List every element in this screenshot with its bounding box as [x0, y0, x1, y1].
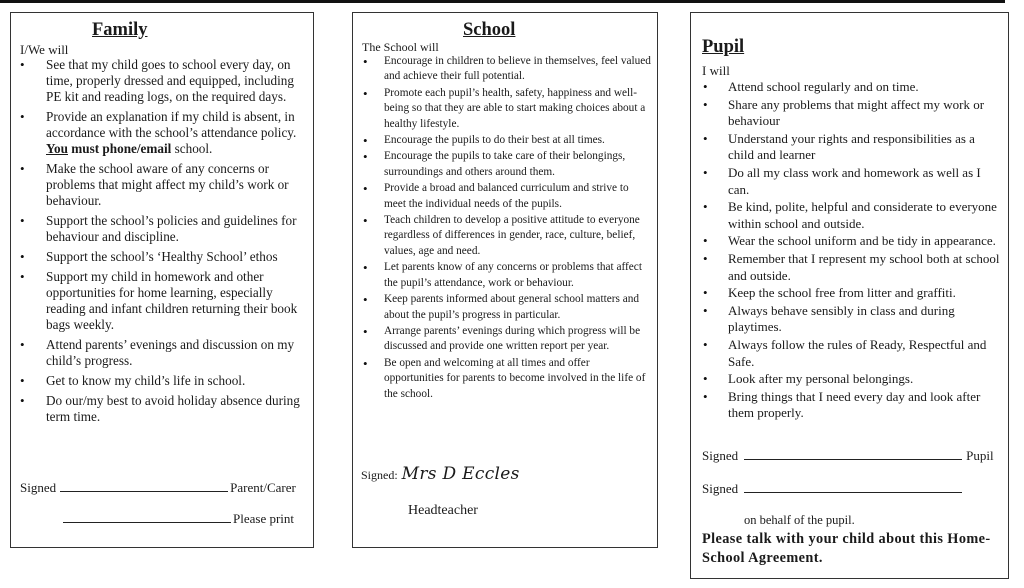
top-rule: [0, 0, 1005, 3]
parent-print-name-field[interactable]: [63, 510, 231, 523]
behalf-note: on behalf of the pupil.: [744, 513, 855, 527]
list-item: • Be kind, polite, helpful and considerate to everyone within school and outside.: [702, 199, 1002, 232]
family-signature-row: [20, 479, 296, 496]
list-item: • Get to know my child’s life in school.: [20, 373, 310, 389]
signed-label: Signed: [702, 448, 739, 463]
list-item: • Encourage in children to believe in themselves, feel valued and achieve their full potential.: [362, 54, 652, 85]
closing-note: Please talk with your child about this Home-School Agreement.: [702, 531, 991, 566]
list-item: • Attend school regularly and on time.: [702, 79, 1002, 96]
list-item: • Provide a broad and balanced curriculum and strive to meet the individual needs of the pupils.: [362, 181, 652, 212]
list-item: • Keep the school free from litter and graffiti.: [702, 285, 1002, 302]
pupil-signature-row: [702, 447, 994, 464]
list-item: • Understand your rights and responsibilities as a child and learner: [702, 131, 1002, 164]
school-list: [362, 54, 652, 403]
family-panel: [10, 12, 314, 548]
parent-signature-field[interactable]: [60, 479, 228, 492]
headteacher-role: Headteacher: [408, 503, 478, 518]
list-item-text: Provide an explanation if my child is absent, in accordance with the school’s attendance policy.: [46, 109, 297, 140]
pupil-signature-field[interactable]: [744, 447, 962, 460]
list-item: • Do all my class work and homework as well as I can.: [702, 165, 1002, 198]
list-item: • Arrange parents’ evenings during which progress will be discussed and provide one written report per year.: [362, 324, 652, 355]
school-title: School: [463, 20, 516, 40]
signed-label: Signed: [702, 481, 739, 496]
list-item: • Do our/my best to avoid holiday absence during term time.: [20, 393, 310, 425]
list-item: • Share any problems that might affect my work or behaviour: [702, 97, 1002, 130]
list-item: • Support the school’s ‘Healthy School’ ethos: [20, 249, 310, 265]
list-item: [20, 109, 310, 157]
list-item: • Let parents know of any concerns or problems that affect the pupil’s attendance, work or behaviour.: [362, 260, 652, 291]
family-intro: I/We will: [20, 42, 69, 57]
list-item: • Attend parents’ evenings and discussion on my child’s progress.: [20, 337, 310, 369]
list-item: • Always follow the rules of Ready, Respectful and Safe.: [702, 337, 1002, 370]
school-panel: [352, 12, 658, 548]
headteacher-signature: Mrs D Eccles: [401, 464, 520, 484]
signed-role: Pupil: [966, 448, 994, 463]
list-item: • Support my child in homework and other opportunities for home learning, especially reading and infant children returning their book bags weekly.: [20, 269, 310, 333]
family-print-row: [63, 510, 294, 527]
signed-label: Signed: [20, 480, 57, 495]
signed-label: Signed:: [361, 468, 398, 482]
list-item: • Promote each pupil’s health, safety, happiness and well-being so that they are able to start making choices about a healthy lifestyle.: [362, 86, 652, 132]
list-item: • Always behave sensibly in class and during playtimes.: [702, 303, 1002, 336]
school-intro: The School will: [362, 40, 439, 54]
pupil-panel: [690, 12, 1009, 579]
list-item: • Teach children to develop a positive attitude to everyone regardless of differences in gender, race, culture, belief, values, age and need.: [362, 213, 652, 259]
emphasis-you: You: [46, 141, 68, 156]
list-item: • See that my child goes to school every day, on time, properly dressed and equipped, including PE kit and reading logs, on the required days.: [20, 57, 310, 105]
list-item: • Remember that I represent my school both at school and outside.: [702, 251, 1002, 284]
signed-role: Parent/Carer: [230, 480, 296, 495]
pupil-behalf-signature-row: [702, 480, 962, 497]
pupil-list: [702, 79, 1002, 423]
list-item: • Keep parents informed about general school matters and about the pupil’s progress in particular.: [362, 292, 652, 323]
pupil-intro: I will: [702, 63, 730, 78]
emphasis-end: school.: [171, 141, 213, 156]
list-item: • Encourage the pupils to take care of their belongings, surroundings and others around them.: [362, 149, 652, 180]
list-item: • Encourage the pupils to do their best at all times.: [362, 133, 652, 148]
list-item: • Wear the school uniform and be tidy in appearance.: [702, 233, 1002, 250]
behalf-signature-field[interactable]: [744, 480, 962, 493]
list-item: • Be open and welcoming at all times and offer opportunities for parents to become involved in the life of the school.: [362, 356, 652, 402]
print-label: Please print: [233, 511, 295, 526]
family-title: Family: [92, 20, 148, 40]
list-item: • Look after my personal belongings.: [702, 371, 1002, 388]
list-item: • Make the school aware of any concerns or problems that might affect my child’s work or behaviour.: [20, 161, 310, 209]
school-signature-row: [361, 464, 520, 484]
list-item: • Support the school’s policies and guidelines for behaviour and discipline.: [20, 213, 310, 245]
list-item: • Bring things that I need every day and look after them properly.: [702, 389, 1002, 422]
emphasis-phone: must phone/email: [68, 141, 172, 156]
pupil-title: Pupil: [702, 37, 745, 57]
family-list: [20, 57, 310, 429]
